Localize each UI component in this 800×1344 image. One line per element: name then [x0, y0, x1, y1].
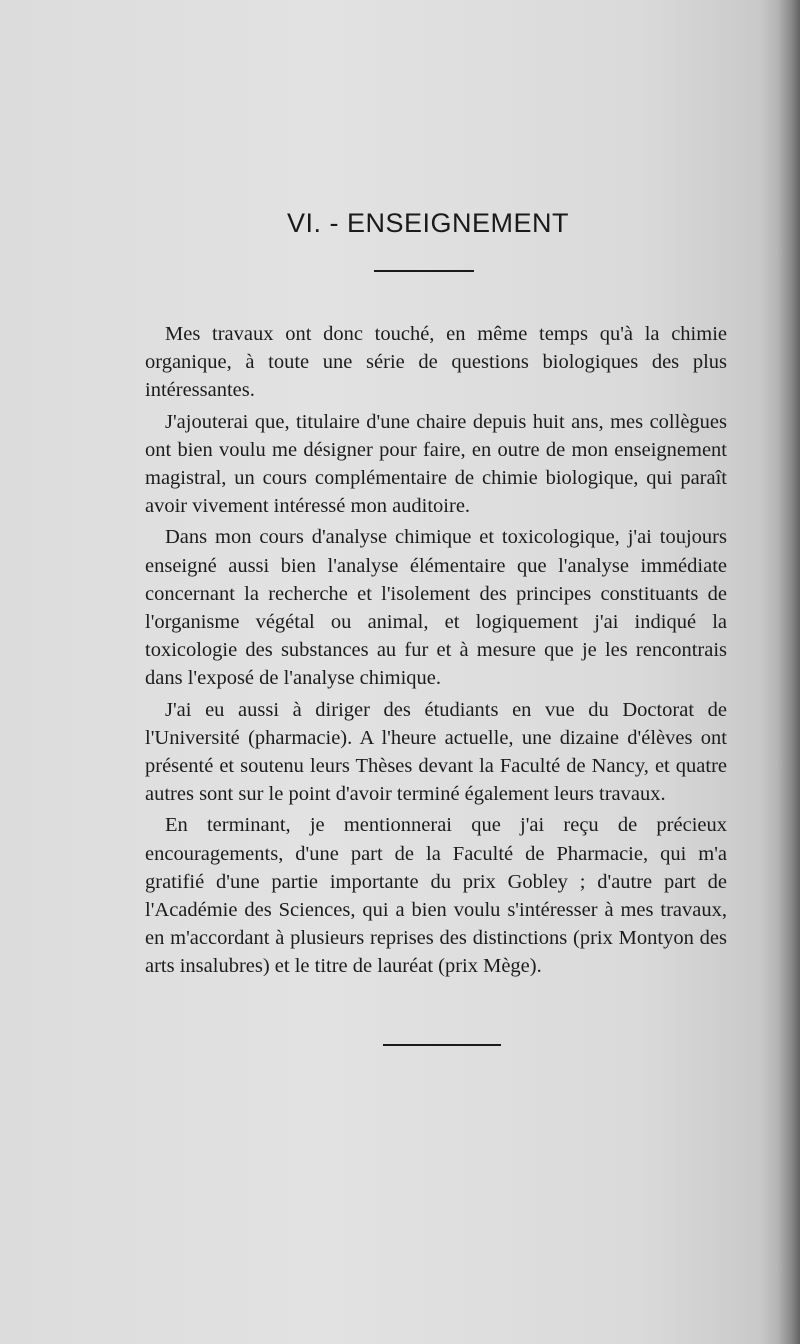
paragraph: Dans mon cours d'analyse chimique et toxicologique, j'ai toujours enseigné aussi bien l'analyse élémentaire que l'analyse immédiate concernant la recherche et l'isolement des principes constituants de l'organisme végétal ou animal, et logiquement j'ai indiqué la toxicologie des substances au fur et à mesure que je les rencontrais dans l'exposé de l'analyse chimique.	[145, 526, 727, 690]
page-edge-shadow	[778, 0, 800, 1344]
body-text	[145, 320, 727, 984]
paragraph: J'ai eu aussi à diriger des étudiants en vue du Doctorat de l'Université (pharmacie). A l'heure actuelle, une dizaine d'élèves ont présenté et soutenu leurs Thèses devant la Faculté de Nancy, et quatre autres sont sur le point d'avoir terminé également leurs travaux.	[145, 698, 727, 806]
paragraph: J'ajouterai que, titulaire d'une chaire depuis huit ans, mes collègues ont bien voulu me désigner pour faire, en outre de mon enseignement magistral, un cours complémentaire de chimie biologique, qui paraît avoir vivement intéressé mon auditoire.	[145, 410, 727, 518]
paragraph: En terminant, je mentionnerai que j'ai reçu de précieux encouragements, d'une part de la Faculté de Pharmacie, qui m'a gratifié d'une partie importante du prix Gobley ; d'autre part de l'Académie des Sciences, qui a bien voulu s'intéresser à mes travaux, en m'accordant à plusieurs reprises des distinctions (prix Montyon des arts insalubres) et le titre de lauréat (prix Mège).	[145, 814, 727, 978]
section-heading: VI. - ENSEIGNEMENT	[286, 208, 570, 238]
heading-divider	[374, 270, 474, 272]
end-divider	[383, 1044, 501, 1046]
paragraph: Mes travaux ont donc touché, en même temps qu'à la chimie organique, à toute une série de questions biologiques des plus intéressantes.	[145, 323, 727, 402]
